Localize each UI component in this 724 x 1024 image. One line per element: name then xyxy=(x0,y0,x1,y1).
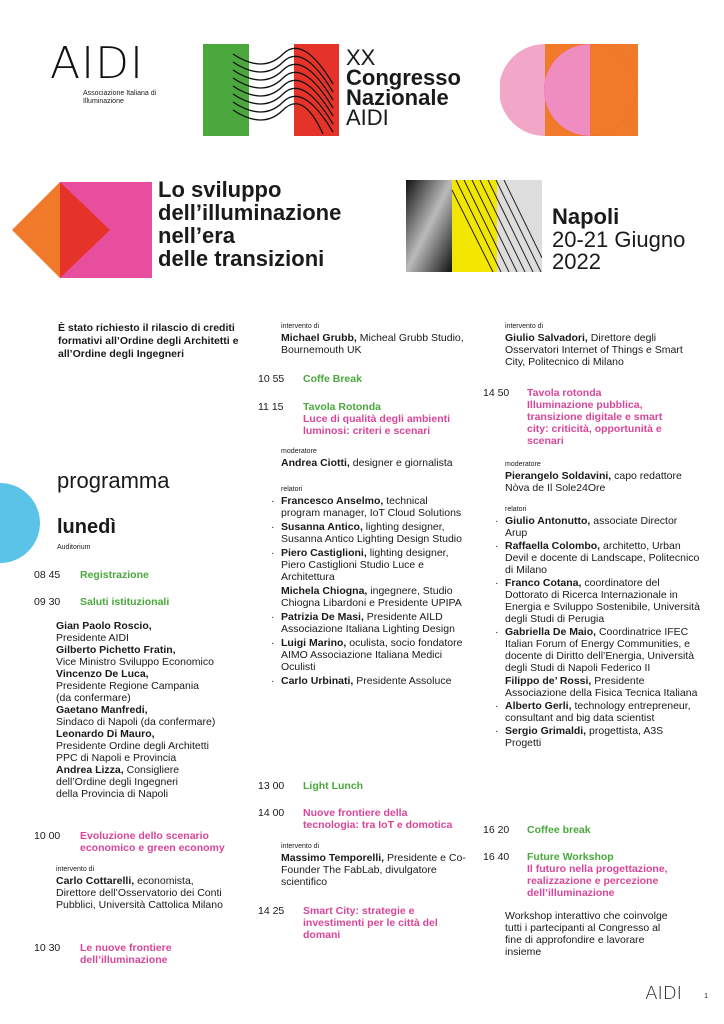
time: 14 00 xyxy=(258,807,285,819)
credits-note: È stato richiesto il rilascio di crediti formativi all’Ordine degli Architetti e all’Ordine degli Ingegneri xyxy=(58,322,239,360)
session-title: Le nuove frontiere dell’illuminazione xyxy=(80,942,172,966)
time: 10 30 xyxy=(34,942,61,954)
session-title: Coffe Break xyxy=(303,373,362,385)
session-title: Coffee break xyxy=(527,824,591,836)
moderator: moderatore Pierangelo Soldavini, capo redattore Nòva de Il Sole24Ore xyxy=(505,461,682,494)
page-number: 1 xyxy=(704,993,708,1000)
venue: Auditorium xyxy=(57,544,91,551)
moderator: moderatore Andrea Ciotti, designer e giornalista xyxy=(281,448,453,469)
congress-title: XX Congresso Nazionale AIDI xyxy=(346,45,461,130)
speakers-list: Gian Paolo Roscio, Presidente AIDI Gilberto Pichetto Fratin, Vice Ministro Sviluppo Economico Vincenzo De Luca, Presidente Regione Campania (da confermare) Gaetano Manfredi, Sindaco di Napoli (da confermare) Leonardo Di Mauro, Presidente Ordine degli Architetti PPC di Napoli e Provincia Andrea Lizza, Consigliere dell’Ordine degli Ingegneri della Provincia di Napoli xyxy=(56,620,216,800)
pink-orange-graphic xyxy=(500,44,638,136)
dates: 20-21 Giugno 2022 xyxy=(552,227,686,274)
aidi-logo-subtitle: Associazione Italiana di Illuminazione xyxy=(83,90,157,105)
diamond-graphic xyxy=(12,180,152,280)
session-title: Evoluzione dello scenario economico e green economy xyxy=(80,830,225,854)
session-title: Saluti istituzionali xyxy=(80,596,170,608)
blue-circle xyxy=(0,483,40,563)
main-title: Lo sviluppo dell’illuminazione nell’era delle transizioni xyxy=(158,177,342,271)
speaker: intervento di Massimo Temporelli, Presidente e Co-Founder The FabLab, divulgatore scientifico xyxy=(281,843,466,888)
speaker: intervento di Carlo Cottarelli, economista, Direttore dell’Osservatorio dei Conti Pubblici, Università Cattolica Milano xyxy=(56,866,223,911)
session-title: Light Lunch xyxy=(303,780,364,792)
speaker: intervento di Giulio Salvadori, Direttore degli Osservatori Internet of Things e Smart City, Politecnico di Milano xyxy=(505,323,683,368)
footer-logo: AIDI xyxy=(645,983,682,1004)
session-title: Smart City: strategie e investimenti per le città del domani xyxy=(303,905,438,941)
session-title: Tavola Rotonda Luce di qualità degli ambienti luminosi: criteri e scenari xyxy=(303,401,451,437)
time: 09 30 xyxy=(34,596,61,608)
time: 16 20 xyxy=(483,824,510,836)
time: 10 55 xyxy=(258,373,285,385)
congress-graphic xyxy=(203,44,339,136)
day-heading: lunedì xyxy=(57,516,116,538)
time: 08 45 xyxy=(34,569,61,581)
time: 14 25 xyxy=(258,905,285,917)
time: 13 00 xyxy=(258,780,285,792)
speaker: intervento di Michael Grubb, Micheal Grubb Studio, Bournemouth UK xyxy=(281,323,464,356)
session-title: Registrazione xyxy=(80,569,149,581)
programma-heading: programma xyxy=(57,468,170,493)
city: Napoli xyxy=(552,204,620,229)
speakers-list: relatori · Giulio Antonutto, associate Director Arup · Raffaella Colombo, architetto, Urban Devil e docente di Landscape, Politecnico di Milano · Franco Cotana, coordinatore del Dottorato di Ricerca Internazionale in Energia e Sviluppo Sostenibile, Università degli Studi di Perugia · Gabriella De Maio, Coordinatrice IFEC Italian Forum of Energy Communities, e docente di Diritto dell’Energia, Università degli Studi di Napoli Federico II Filippo de’ Rossi, Presidente Associazione della Fisica Tecnica Italiana · Alberto Gerli, technology entrepreneur, consultant and big data scientist · Sergio Grimaldi, progettista, A3S Progetti xyxy=(495,506,700,749)
session-title: Nuove frontiere della tecnologia: tra IoT e domotica xyxy=(303,807,453,831)
workshop-desc: Workshop interattivo che coinvolge tutti i partecipanti al Congresso al fine di approfondire e lavorare insieme xyxy=(505,910,668,958)
time: 11 15 xyxy=(258,401,284,413)
session-title: Future Workshop Il futuro nella progettazione, realizzazione e percezione dell’illuminazione xyxy=(527,851,668,899)
stripes-graphic xyxy=(406,180,542,272)
speakers-list: relatori · Francesco Anselmo, technical program manager, IoT Cloud Solutions · Susanna Antico, lighting designer, Susanna Antico Lighting Design Studio · Piero Castiglioni, lighting designer, Piero Castiglioni Studio Luce e Architettura Michela Chiogna, ingegnere, Studio Chiogna Libardoni e Presidente UPIPA · Patrizia De Masi, Presidente AILD Associazione Italiana Lighting Design · Luigi Marino, oculista, socio fondatore AIMO Associazione Italiana Medici Oculisti · Carlo Urbinati, Presidente Assoluce xyxy=(271,486,463,687)
time: 16 40 xyxy=(483,851,510,863)
session-title: Tavola rotonda Illuminazione pubblica, transizione digitale e smart city: criticità, opportunità e scenari xyxy=(527,387,663,447)
time: 14 50 xyxy=(483,387,510,399)
aidi-logo: AIDI xyxy=(50,38,144,89)
time: 10 00 xyxy=(34,830,61,842)
